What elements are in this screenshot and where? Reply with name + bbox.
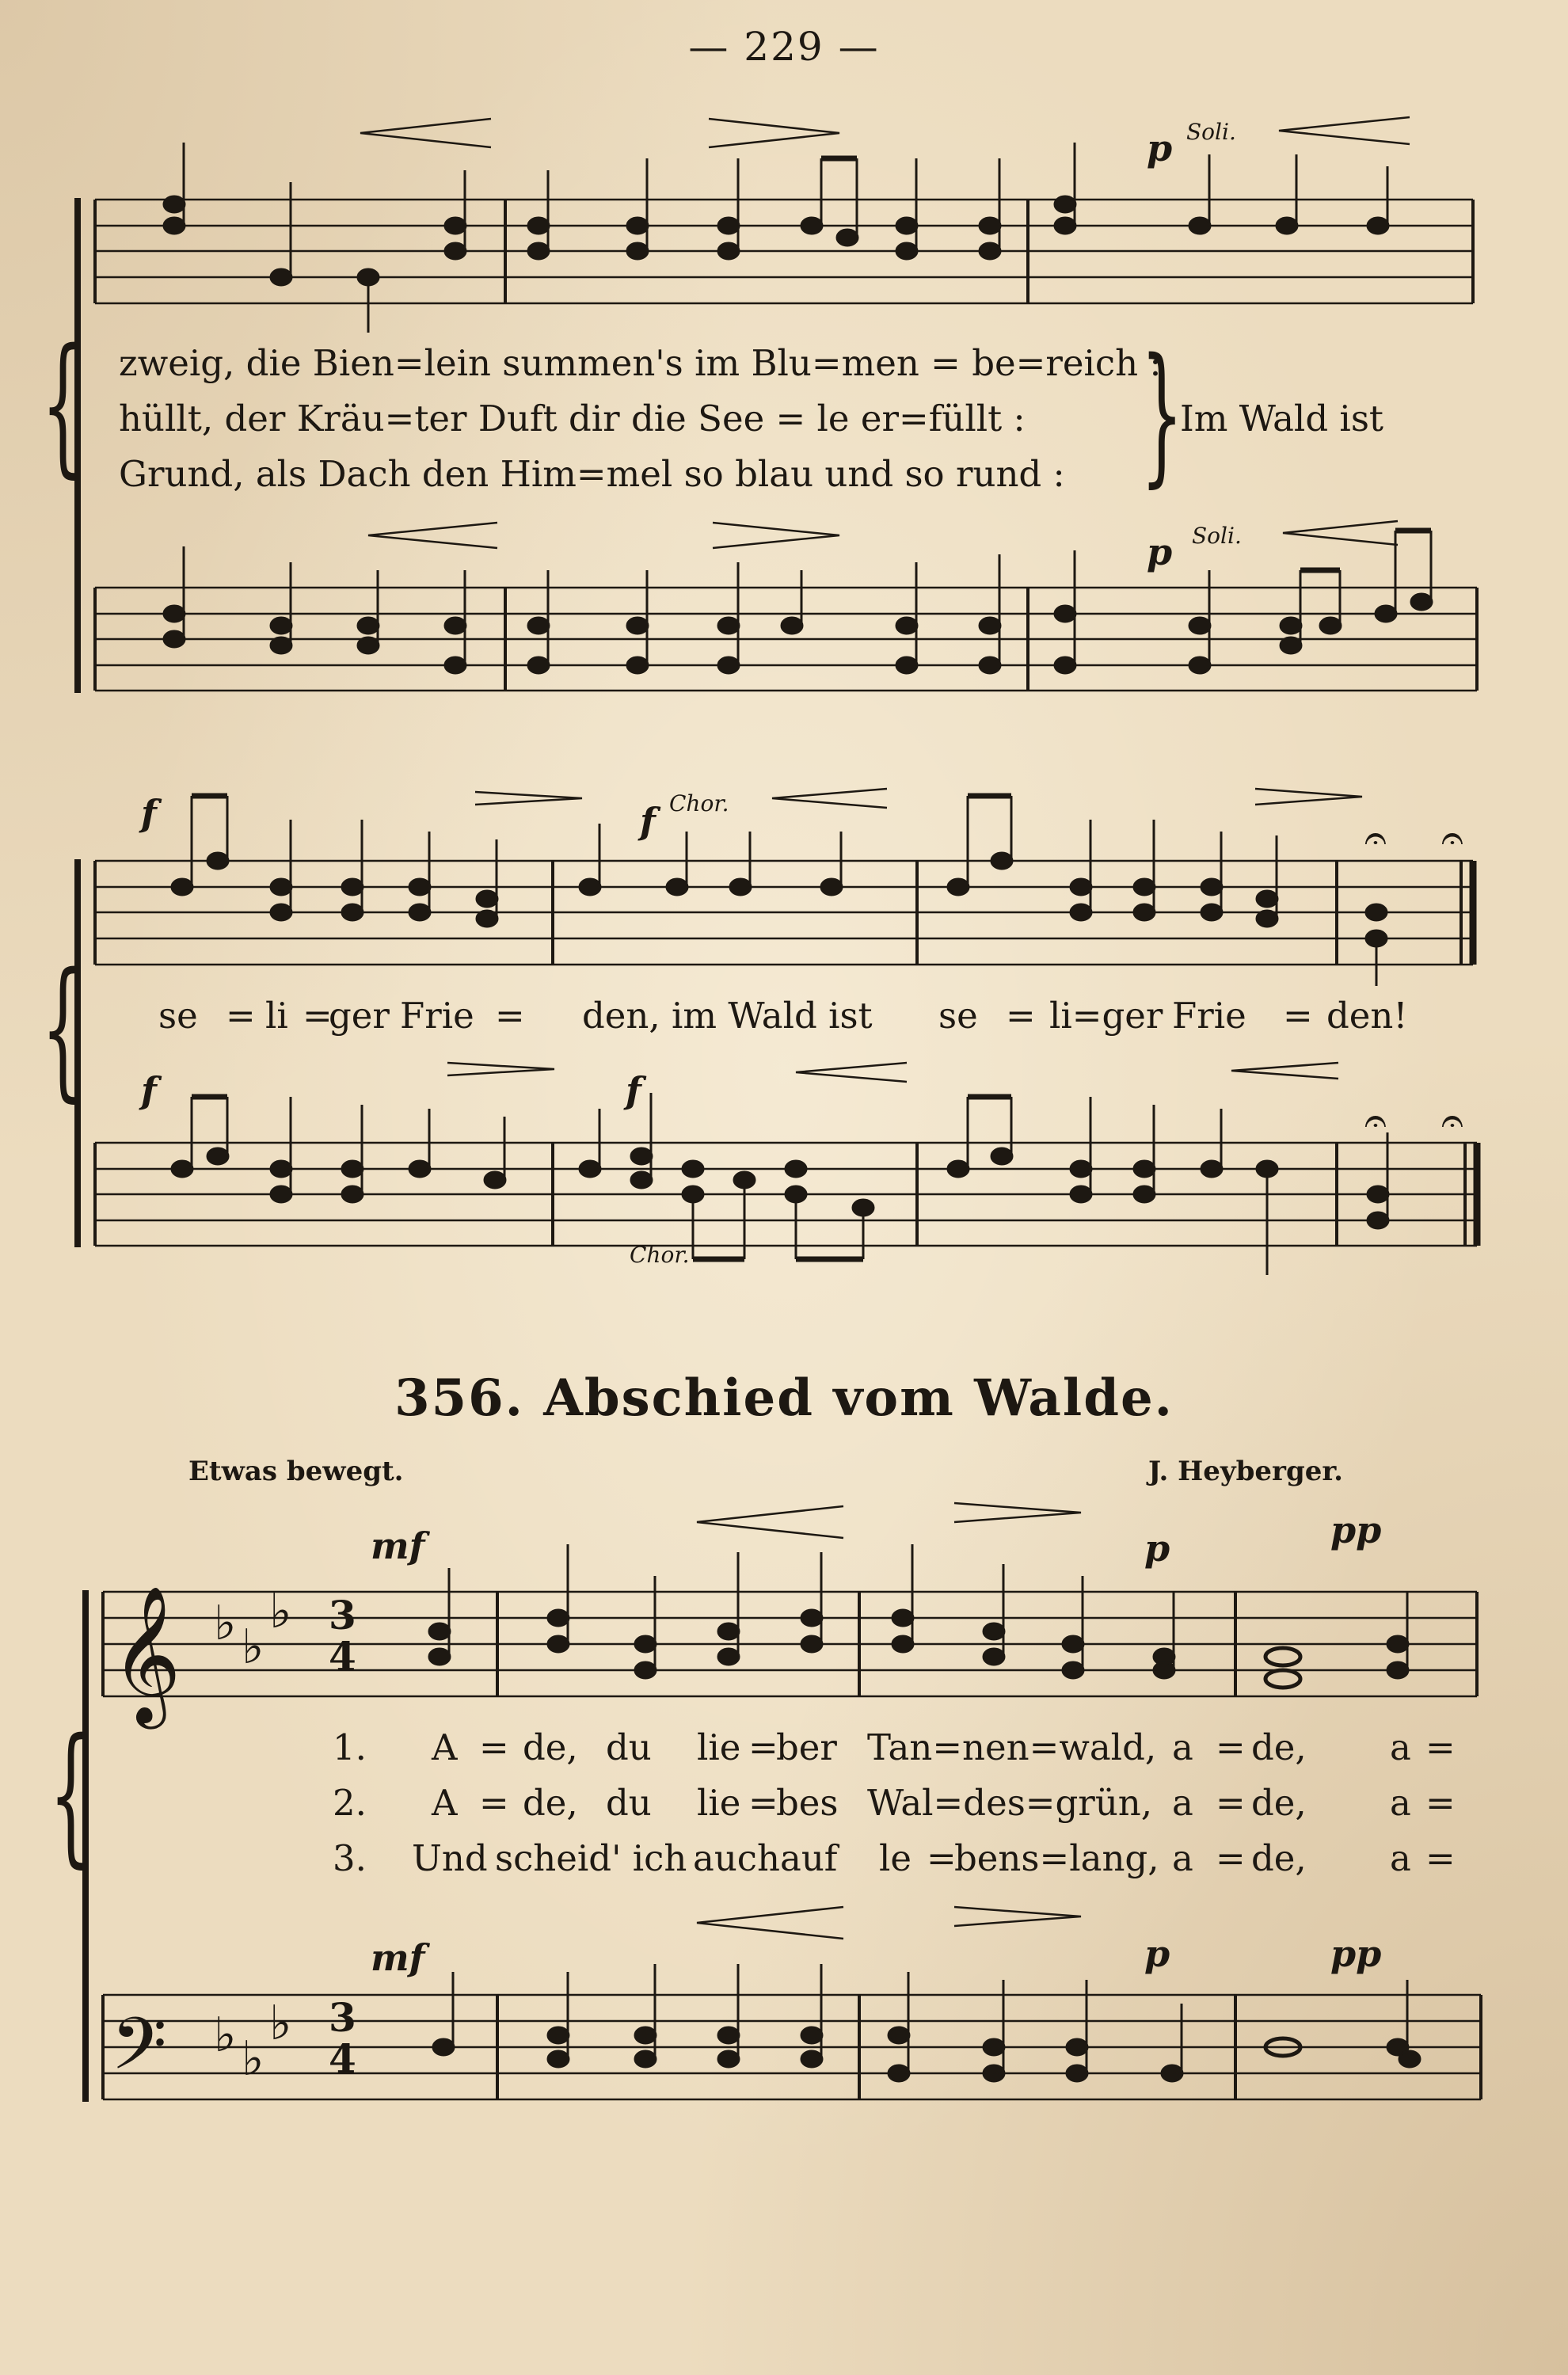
refrain-text: Im Wald ist bbox=[1180, 398, 1383, 440]
lyric-syllable: den, im Wald ist bbox=[582, 995, 873, 1037]
lyric-syllable: a bbox=[1172, 1782, 1193, 1824]
lyric-syllable: den! bbox=[1326, 995, 1408, 1037]
system-brace: { bbox=[41, 941, 85, 1116]
lyric-syllable: = bbox=[1425, 1837, 1456, 1879]
flat-icon: ♭ bbox=[269, 1996, 292, 2051]
lyric-syllable: Frie bbox=[400, 995, 474, 1037]
lyric-syllable: = bbox=[1216, 1726, 1246, 1768]
flat-icon: ♭ bbox=[269, 1584, 292, 1639]
lyric-syllable: = bbox=[1216, 1782, 1246, 1824]
system2-hairpins bbox=[447, 789, 1362, 1082]
song-title: 356. Abschied vom Walde. bbox=[394, 1368, 1174, 1428]
lyric-syllable: = bbox=[303, 995, 333, 1037]
lyric-syllable: du bbox=[606, 1726, 652, 1768]
verse-line: zweig, die Bien=lein summen's im Blu=men = be=reich : bbox=[119, 342, 1162, 384]
flat-icon: ♭ bbox=[214, 2008, 237, 2063]
lyric-syllable: a bbox=[1172, 1726, 1193, 1768]
lyric-syllable: = bbox=[1216, 1837, 1246, 1879]
verse-line: hüllt, der Kräu=ter Duft dir die See = le er=füllt : bbox=[119, 398, 1026, 440]
time-sig-top-numerator: 3 bbox=[329, 1592, 356, 1639]
dynamic-f: f bbox=[141, 1069, 157, 1112]
lyric-syllable: = bbox=[479, 1726, 509, 1768]
lyric-syllable: ger bbox=[329, 995, 390, 1037]
lyric-syllable: = bbox=[1425, 1726, 1456, 1768]
lyric-syllable: = bbox=[1283, 995, 1313, 1037]
dynamic-p: p bbox=[1144, 1932, 1170, 1975]
dynamic-mf: mf bbox=[371, 1936, 425, 1979]
lyric-syllable: de, bbox=[523, 1782, 578, 1824]
tempo-marking: Etwas bewegt. bbox=[188, 1456, 404, 1487]
system1-barlines bbox=[95, 200, 1477, 691]
lyric-syllable: du bbox=[606, 1782, 652, 1824]
time-sig-bottom-denominator: 4 bbox=[329, 2035, 356, 2082]
lyric-syllable: auch bbox=[693, 1837, 780, 1879]
lyric-syllable: a bbox=[1390, 1782, 1411, 1824]
verse-number: 1. bbox=[333, 1726, 367, 1768]
lyric-syllable: ber bbox=[776, 1726, 837, 1768]
flat-icon: ♭ bbox=[214, 1596, 237, 1651]
lyric-syllable: Tan=nen=wald, bbox=[867, 1726, 1157, 1768]
lyric-syllable: A bbox=[432, 1726, 458, 1768]
dynamic-p: p bbox=[1147, 531, 1173, 573]
song-top-notes bbox=[429, 1544, 1408, 1688]
page-number: — 229 — bbox=[688, 24, 880, 70]
lyric-syllable: = bbox=[1006, 995, 1036, 1037]
lyric-syllable: li=ger bbox=[1049, 995, 1163, 1037]
lyric-syllable: se bbox=[158, 995, 198, 1037]
flat-icon: ♭ bbox=[242, 2031, 265, 2087]
lyric-syllable: lie bbox=[697, 1726, 741, 1768]
fermata-icon: 𝄐 bbox=[1441, 1098, 1463, 1144]
system-brace: { bbox=[41, 317, 85, 492]
dynamic-f: f bbox=[626, 1069, 641, 1112]
treble-clef-icon: 𝄞 bbox=[111, 1585, 181, 1723]
system1-bottom-notes bbox=[164, 531, 1432, 673]
lyric-syllable: = bbox=[748, 1726, 778, 1768]
dynamic-p: p bbox=[1147, 127, 1173, 169]
fermata-icon: 𝄐 bbox=[1364, 1098, 1387, 1144]
system2-top-notes bbox=[172, 796, 1387, 986]
fermata-icon: 𝄐 bbox=[1364, 815, 1387, 861]
lyric-syllable: = bbox=[479, 1782, 509, 1824]
lyric-syllable: se bbox=[938, 995, 978, 1037]
dynamic-pp: pp bbox=[1330, 1509, 1382, 1551]
dynamic-f: f bbox=[141, 792, 157, 835]
verse-number: 3. bbox=[333, 1837, 367, 1879]
lyric-syllable: de, bbox=[1251, 1837, 1307, 1879]
dynamic-p: p bbox=[1144, 1527, 1170, 1570]
verse-line: Grund, als Dach den Him=mel so blau und so rund : bbox=[119, 453, 1065, 495]
lyric-syllable: lie bbox=[697, 1782, 741, 1824]
lyric-syllable: de, bbox=[1251, 1726, 1307, 1768]
lyric-syllable: = bbox=[226, 995, 256, 1037]
lyric-syllable: Und bbox=[412, 1837, 488, 1879]
lyric-syllable: bens=lang, bbox=[954, 1837, 1159, 1879]
lyric-syllable: scheid' ich bbox=[495, 1837, 687, 1879]
lyric-syllable: = bbox=[495, 995, 525, 1037]
chor-marking: Chor. bbox=[630, 1242, 690, 1268]
song-bottom-notes bbox=[433, 1964, 1420, 2081]
bass-clef-icon: 𝄢 bbox=[111, 2002, 167, 2103]
lyric-syllable: a bbox=[1390, 1726, 1411, 1768]
verse-number: 2. bbox=[333, 1782, 367, 1824]
dynamic-pp: pp bbox=[1330, 1932, 1382, 1975]
system1-staff-top bbox=[95, 200, 1473, 303]
flat-icon: ♭ bbox=[242, 1619, 265, 1675]
lyric-syllable: = bbox=[748, 1782, 778, 1824]
system1-staff-bottom bbox=[95, 588, 1477, 691]
lyric-syllable: de, bbox=[1251, 1782, 1307, 1824]
time-sig-top-denominator: 4 bbox=[329, 1633, 356, 1680]
lyric-syllable: auf bbox=[780, 1837, 838, 1879]
song-staff-top bbox=[103, 1592, 1477, 1696]
lyric-syllable: Wal=des=grün, bbox=[867, 1782, 1153, 1824]
soli-marking: Soli. bbox=[1186, 119, 1236, 145]
system2-bottom-notes bbox=[172, 1093, 1388, 1275]
lyric-syllable: a bbox=[1172, 1837, 1193, 1879]
lyric-syllable: li bbox=[265, 995, 288, 1037]
lyric-syllable: le bbox=[879, 1837, 912, 1879]
lyric-syllable: a bbox=[1390, 1837, 1411, 1879]
composer: J. Heyberger. bbox=[1148, 1456, 1343, 1487]
song-staff-bottom bbox=[103, 1995, 1481, 2099]
lyric-syllable: = bbox=[927, 1837, 957, 1879]
lyric-brace: } bbox=[1140, 326, 1184, 501]
system-brace: { bbox=[49, 1707, 93, 1882]
fermata-icon: 𝄐 bbox=[1441, 815, 1463, 861]
dynamic-f: f bbox=[640, 800, 656, 843]
lyric-syllable: A bbox=[432, 1782, 458, 1824]
chor-marking: Chor. bbox=[669, 790, 729, 816]
soli-marking: Soli. bbox=[1192, 523, 1242, 549]
lyric-syllable: bes bbox=[776, 1782, 839, 1824]
lyric-syllable: de, bbox=[523, 1726, 578, 1768]
time-sig-bottom-numerator: 3 bbox=[329, 1994, 356, 2041]
dynamic-mf: mf bbox=[371, 1524, 425, 1567]
lyric-syllable: Frie bbox=[1172, 995, 1246, 1037]
lyric-syllable: = bbox=[1425, 1782, 1456, 1824]
